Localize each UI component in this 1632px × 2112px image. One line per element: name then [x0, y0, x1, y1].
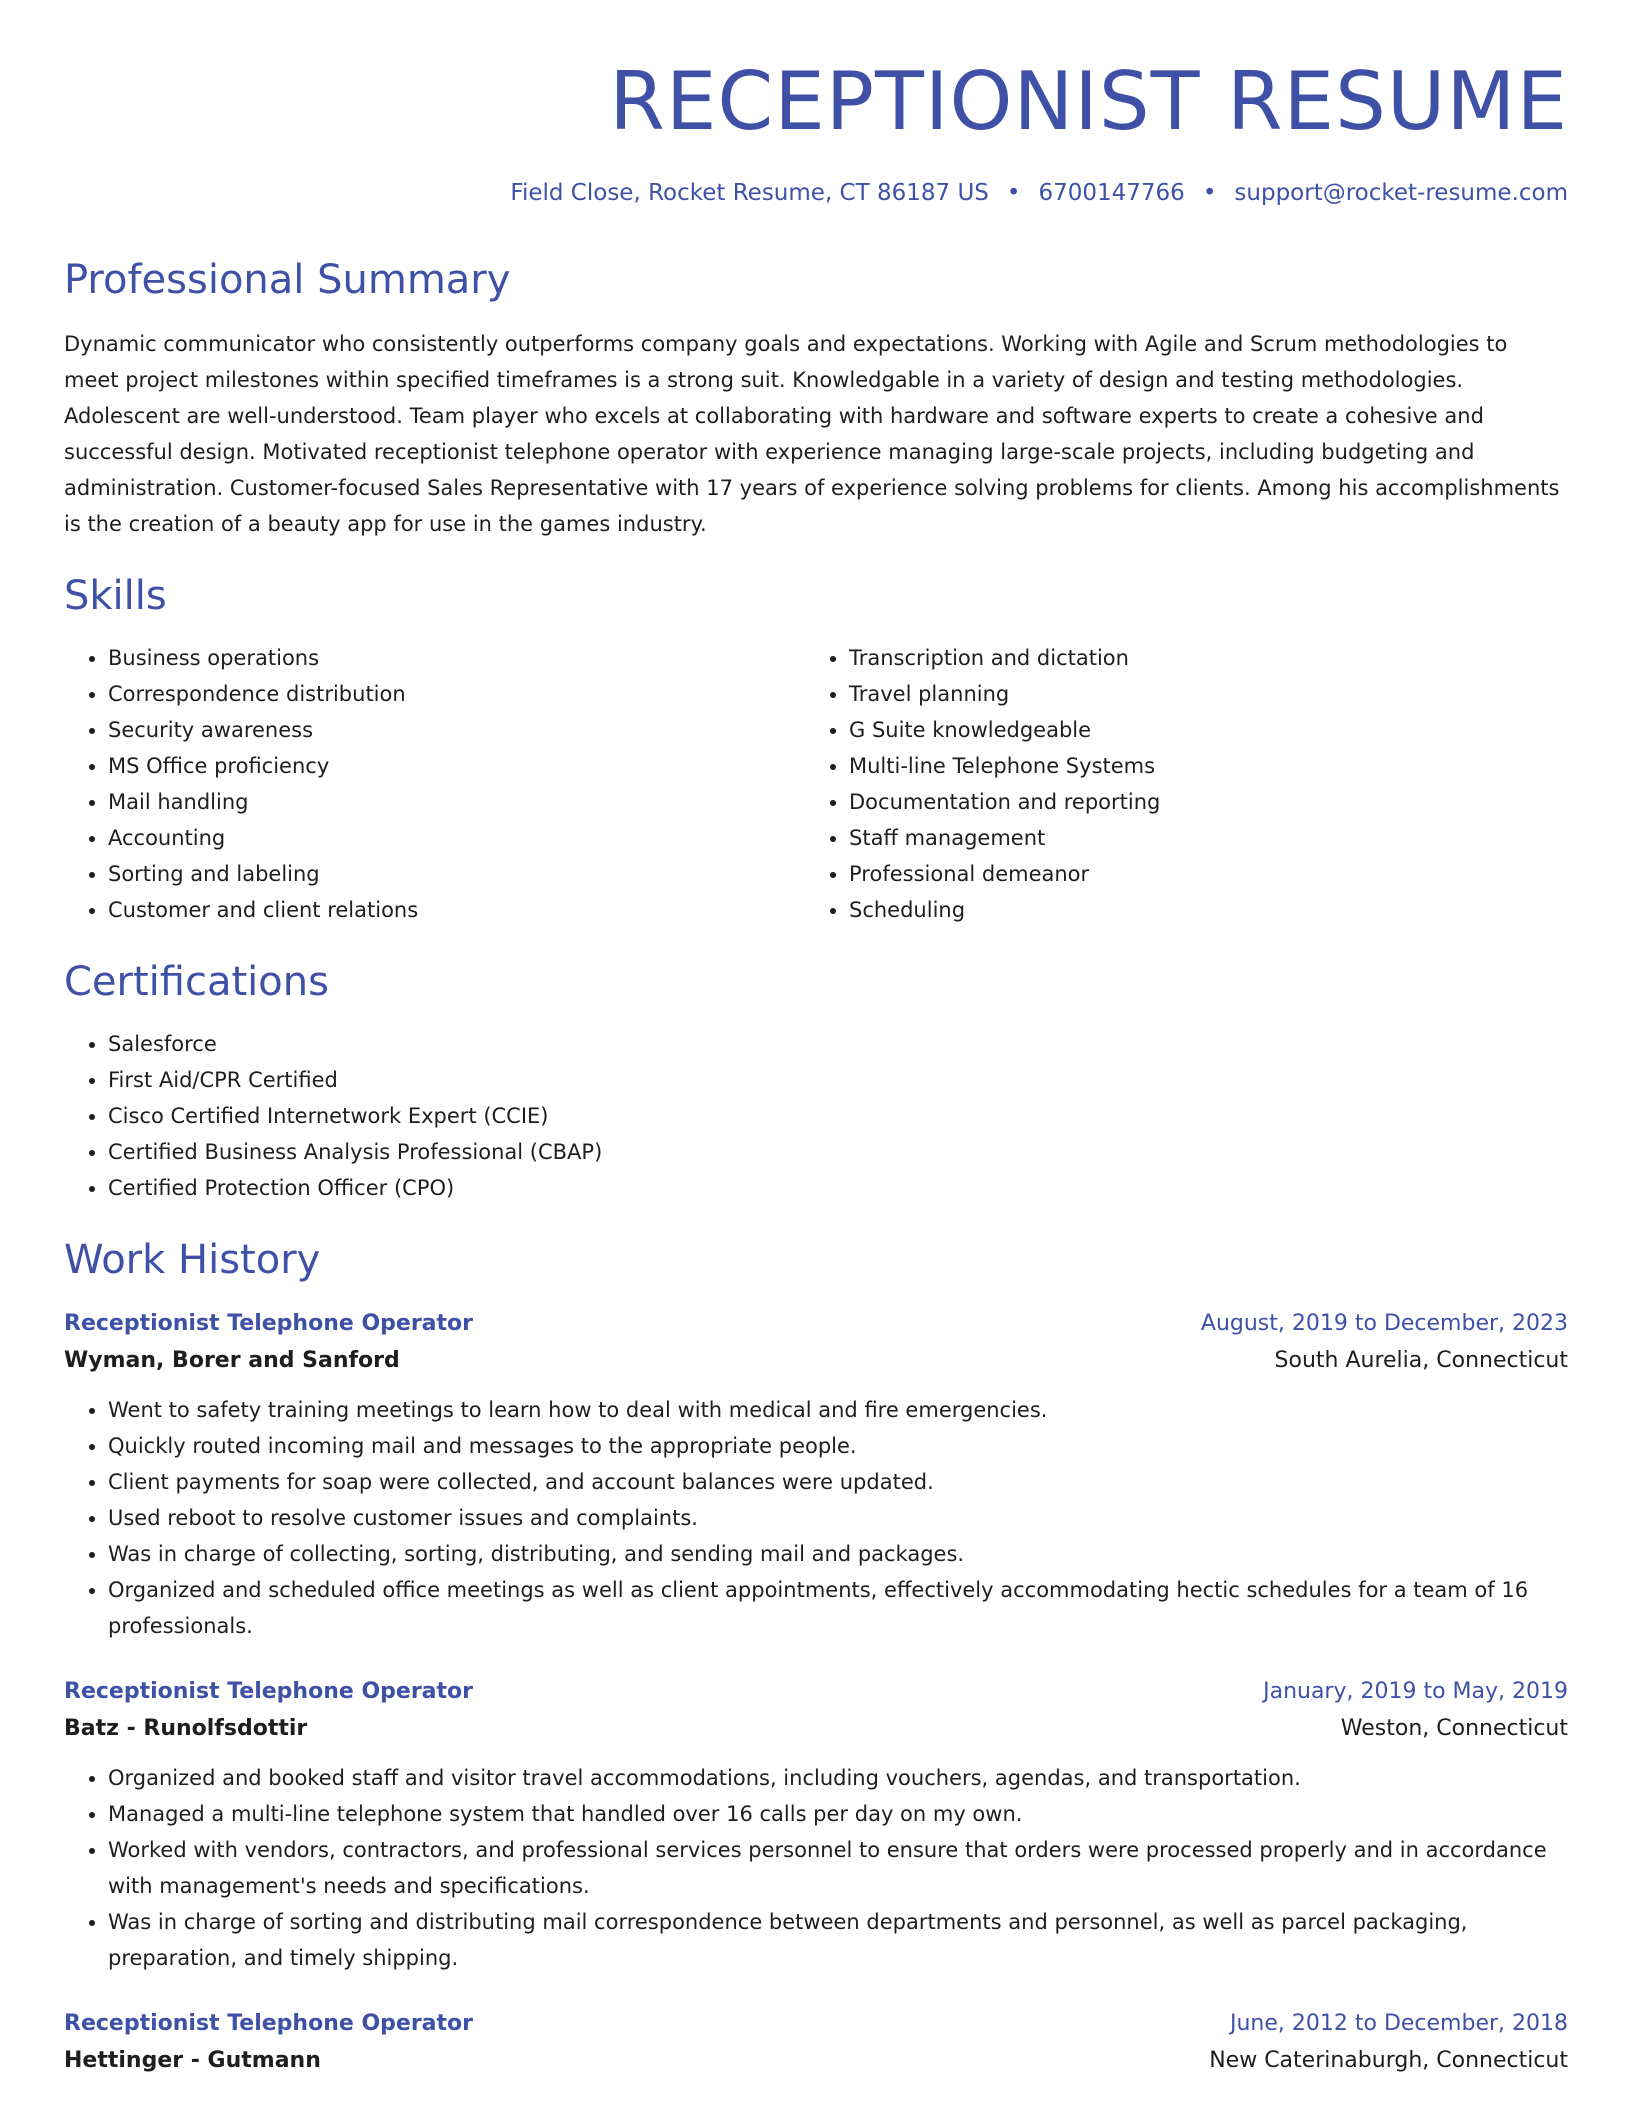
job-location: Weston, Connecticut	[1340, 1716, 1568, 1741]
work-history-heading: Work History	[64, 1237, 321, 1283]
job-company: Hettinger - Gutmann	[64, 2048, 321, 2073]
skill-item: • Customer and client relations	[108, 892, 805, 928]
contact-email[interactable]: support@rocket-resume.com	[1234, 180, 1568, 206]
job-title: Receptionist Telephone Operator	[64, 1311, 473, 1336]
skill-item: • Sorting and labeling	[108, 856, 805, 892]
certification-item: • First Aid/CPR Certified	[108, 1062, 1568, 1098]
skill-item: • Accounting	[108, 820, 805, 856]
contact-phone: 6700147766	[1038, 180, 1185, 206]
contact-address: Field Close, Rocket Resume, CT 86187 US	[510, 180, 989, 206]
skills-list-right	[805, 640, 1546, 928]
summary-heading: Professional Summary	[64, 257, 511, 303]
job-entry	[64, 2006, 1568, 2080]
certifications-heading: Certifications	[64, 959, 329, 1005]
skill-item: • Scheduling	[849, 892, 1546, 928]
job-bullet: • Client payments for soap were collected, and account balances were updated.	[108, 1464, 1568, 1500]
skill-item: • Travel planning	[849, 676, 1546, 712]
job-bullet: • Worked with vendors, contractors, and professional services personnel to ensure that orders were processed properly and in accordance with management's needs and specifications.	[108, 1832, 1568, 1904]
job-bullet: • Managed a multi-line telephone system that handled over 16 calls per day on my own.	[108, 1796, 1568, 1832]
skill-item: • Business operations	[108, 640, 805, 676]
skill-item: • Security awareness	[108, 712, 805, 748]
certifications-section	[64, 958, 1568, 1206]
certification-item: • Certified Business Analysis Professional (CBAP)	[108, 1134, 1568, 1170]
summary-section	[64, 256, 1568, 542]
job-location: South Aurelia, Connecticut	[1274, 1348, 1568, 1373]
certification-item: • Certified Protection Officer (CPO)	[108, 1170, 1568, 1206]
skill-item: • Documentation and reporting	[849, 784, 1546, 820]
contact-separator: •	[1202, 180, 1217, 206]
resume-title: RECEPTIONIST RESUME	[609, 55, 1568, 148]
skill-item: • Transcription and dictation	[849, 640, 1546, 676]
job-entry	[64, 1674, 1568, 1976]
skill-item: • Mail handling	[108, 784, 805, 820]
skill-item: • G Suite knowledgeable	[849, 712, 1546, 748]
job-bullet: • Used reboot to resolve customer issues and complaints.	[108, 1500, 1568, 1536]
job-bullet: • Organized and booked staff and visitor travel accommodations, including vouchers, agendas, and transportation.	[108, 1760, 1568, 1796]
skill-item: • Correspondence distribution	[108, 676, 805, 712]
certification-item: • Salesforce	[108, 1026, 1568, 1062]
contact-line	[64, 180, 1568, 210]
contact-separator: •	[1006, 180, 1021, 206]
job-bullet: • Was in charge of collecting, sorting, distributing, and sending mail and packages.	[108, 1536, 1568, 1572]
skill-item: • Multi-line Telephone Systems	[849, 748, 1546, 784]
job-bullet: • Was in charge of sorting and distributing mail correspondence between departments and personnel, as well as parcel packaging, preparation, and timely shipping.	[108, 1904, 1568, 1976]
skill-item: • Staff management	[849, 820, 1546, 856]
job-dates: June, 2012 to December, 2018	[1229, 2011, 1568, 2036]
job-title: Receptionist Telephone Operator	[64, 1679, 473, 1704]
job-entry	[64, 1306, 1568, 1644]
work-history-section	[64, 1236, 1568, 2080]
job-bullets	[64, 1760, 1568, 1976]
job-bullet: • Quickly routed incoming mail and messages to the appropriate people.	[108, 1428, 1568, 1464]
skills-list-left	[64, 640, 805, 928]
skill-item: • MS Office proficiency	[108, 748, 805, 784]
job-company: Batz - Runolfsdottir	[64, 1716, 308, 1741]
certification-item: • Cisco Certified Internetwork Expert (CCIE)	[108, 1098, 1568, 1134]
job-bullets	[64, 1392, 1568, 1644]
job-company: Wyman, Borer and Sanford	[64, 1348, 400, 1373]
skills-section	[64, 572, 1568, 928]
skills-heading: Skills	[64, 573, 167, 619]
job-dates: August, 2019 to December, 2023	[1200, 1311, 1568, 1336]
skills-columns	[64, 640, 1568, 928]
summary-text: Dynamic communicator who consistently outperforms company goals and expectations. Working with Agile and Scrum methodologies to meet project milestones within specified timeframes is a strong suit. Knowledgable in a variety of design and testing methodologies. Adolescent are well-understood. Team player who excels at collaborating with hardware and software experts to create a cohesive and successful design. Motivated receptionist telephone operator with experience managing large-scale projects, including budgeting and administration. Customer-focused Sales Representative with 17 years of experience solving problems for clients. Among his accomplishments is the creation of a beauty app for use in the games industry.	[64, 332, 1560, 536]
job-dates: January, 2019 to May, 2019	[1263, 1679, 1568, 1704]
job-location: New Caterinaburgh, Connecticut	[1209, 2048, 1568, 2073]
job-bullet: • Organized and scheduled office meetings as well as client appointments, effectively accommodating hectic schedules for a team of 16 professionals.	[108, 1572, 1568, 1644]
skill-item: • Professional demeanor	[849, 856, 1546, 892]
job-bullet: • Went to safety training meetings to learn how to deal with medical and fire emergencies.	[108, 1392, 1568, 1428]
certifications-list	[64, 1026, 1568, 1206]
job-title: Receptionist Telephone Operator	[64, 2011, 473, 2036]
